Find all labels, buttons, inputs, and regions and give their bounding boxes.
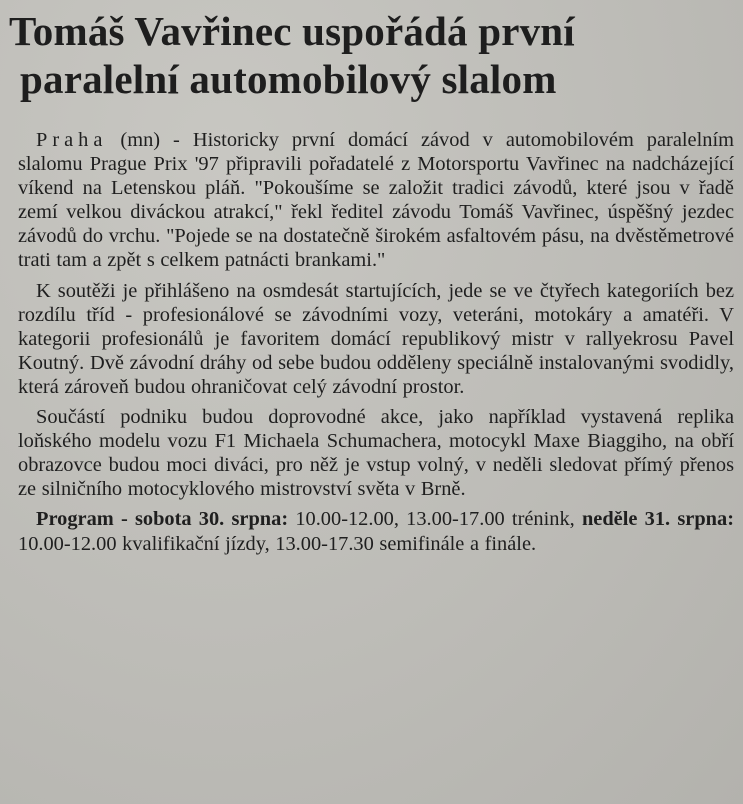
paragraph-1-text: (mn) - Historicky první domácí závod v automobilovém paralelním slalomu Prague Prix '97 připravili pořadatelé z Motorsportu Vavřinec na nadcházející víkend na Letenskou pláň. "Pokoušíme se založit tradici závodů, které jsou v řadě zemí velkou diváckou atrakcí," řekl ředitel závodu Tomáš Vavřinec, úspěšný jezdec závodů do vrchu. "Pojede se na dostatečně širokém asfaltovém pásu, na dvěstěmetrové trati tam a zpět s celkem patnácti brankami." [18, 129, 734, 272]
paragraph-3: Součástí podniku budou doprovodné akce, jako například vystavená replika loňského modelu vozu F1 Michaela Schumachera, motocykl Maxe Biaggiho, na obří obrazovce budou moci diváci, pro něž je vstup volný, v neděli sledovat přímý přenos ze silničního motocyklového mistrovství světa v Brně. [18, 406, 734, 501]
program-sunday-label: neděle 31. srpna: [581, 508, 734, 531]
program-saturday-text: 10.00-12.00, 13.00-17.00 trénink, [288, 508, 582, 531]
article-body [18, 128, 734, 562]
paragraph-2: K soutěži je přihlášeno na osmdesát startujících, jede se ve čtyřech kategoriích bez rozdílu tříd - profesionálové se závodními vozy, veteráni, motokáry a amatéři. V kategorii profesionálů je favoritem domácí republikový mistr v rallyekrosu Pavel Koutný. Dvě závodní dráhy od sebe budou odděleny speciálně instalovanými svodidly, která zároveň budou ohraničovat celý závodní prostor. [18, 279, 734, 398]
program-sunday-text: 10.00-12.00 kvalifikační jízdy, 13.00-17.30 semifinále a finále. [18, 532, 537, 555]
dateline: Praha [36, 129, 108, 151]
headline-line-1: Tomáš Vavřinec uspořádá první [9, 8, 575, 54]
headline [0, 7, 743, 103]
program-saturday-label: Program - sobota 30. srpna: [36, 508, 289, 531]
program-paragraph [18, 507, 734, 555]
paragraph-1 [18, 128, 734, 273]
headline-line-2: paralelní automobilový slalom [20, 56, 557, 102]
